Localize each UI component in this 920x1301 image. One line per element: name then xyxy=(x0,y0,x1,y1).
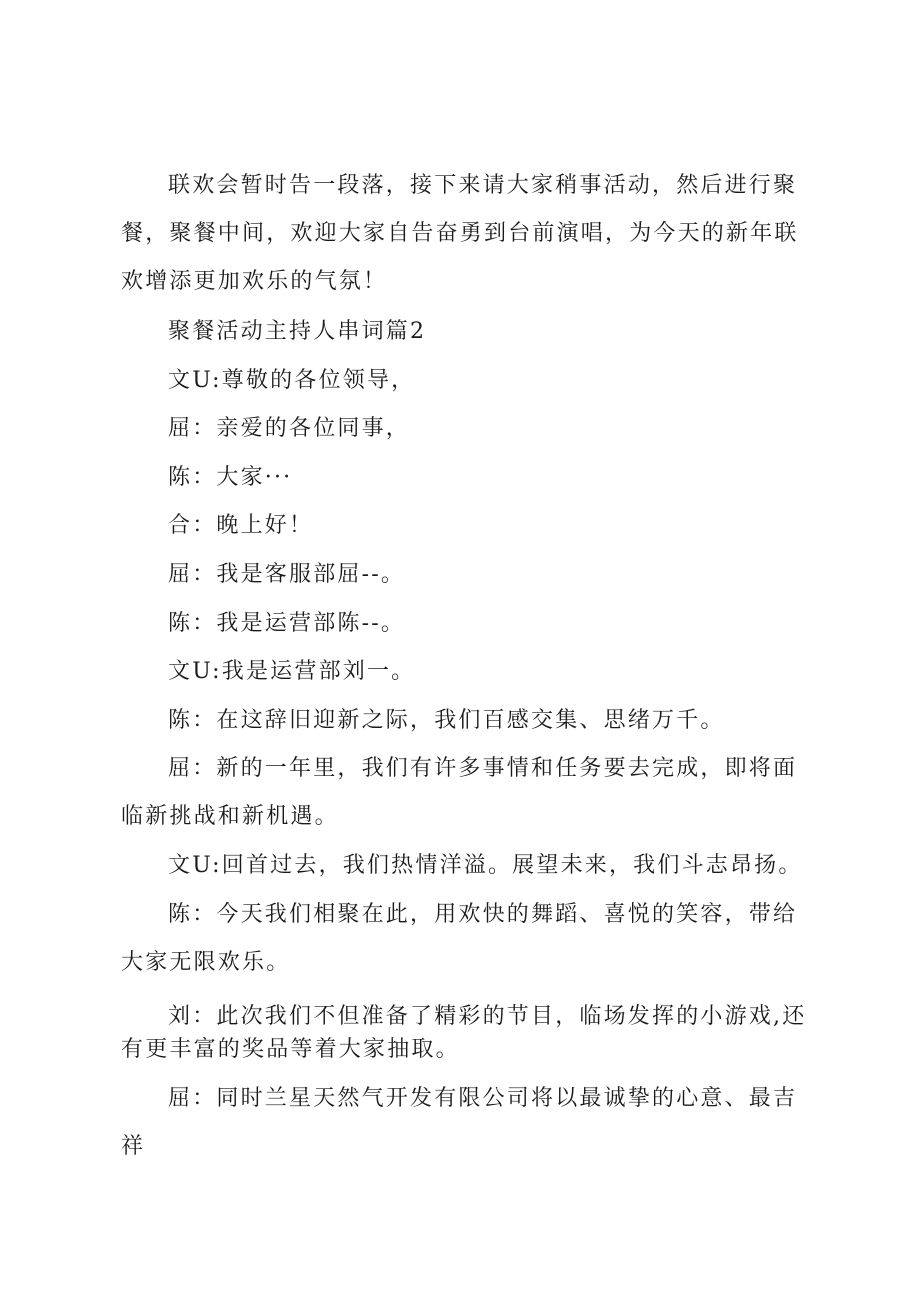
dialogue-line: 陈：我是运营部陈--。 xyxy=(168,611,406,636)
dialogue-line: 文U:尊敬的各位领导， xyxy=(168,368,416,393)
paragraph-closing-remarks: 联欢会暂时告一段落，接下来请大家稍事活动，然后进行聚餐，聚餐中间，欢迎大家自告奋勇到台前演唱，为今天的新年联欢增添更加欢乐的气氛！ xyxy=(121,173,799,294)
dialogue-line: 陈：大家··· xyxy=(168,465,293,490)
dialogue-line: 屈：新的一年里，我们有许多事情和任务要去完成，即将面临新挑战和新机遇。 xyxy=(121,756,798,829)
dialogue-line: 刘：此次我们不但准备了精彩的节目，临场发挥的小游戏,还有更丰富的奖品等着大家抽取。 xyxy=(121,1004,807,1062)
dialogue-line: 屈：我是客服部屈--。 xyxy=(168,562,406,587)
dialogue-line: 文U:回首过去，我们热情洋溢。展望未来，我们斗志昂扬。 xyxy=(168,853,803,878)
section-heading: 聚餐活动主持人串词篇2 xyxy=(168,319,427,344)
dialogue-line: 陈：今天我们相聚在此，用欢快的舞蹈、喜悦的笑容，带给大家无限欢乐。 xyxy=(121,902,798,975)
dialogue-line: 屈：同时兰星天然气开发有限公司将以最诚挚的心意、最吉祥 xyxy=(121,1086,798,1159)
dialogue-line: 陈：在这辞旧迎新之际，我们百感交集、思绪万千。 xyxy=(168,708,725,733)
dialogue-line: 合：晚上好！ xyxy=(168,513,314,538)
dialogue-line: 屈：亲爱的各位同事， xyxy=(168,416,411,441)
dialogue-line: 文U:我是运营部刘一。 xyxy=(168,659,416,684)
